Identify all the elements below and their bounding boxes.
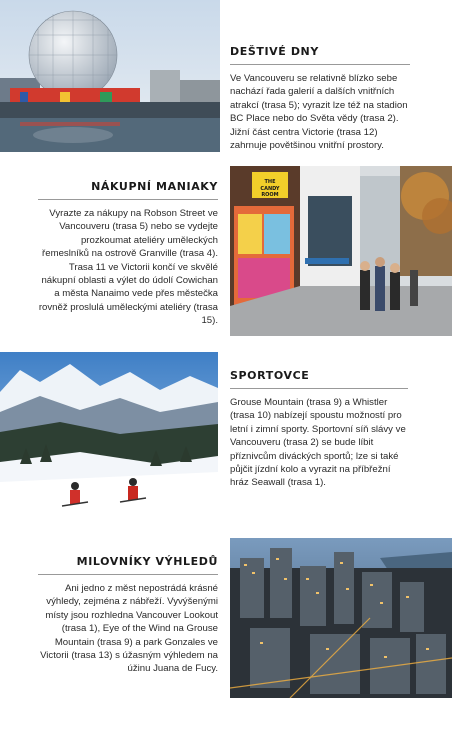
section-body: Ve Vancouveru se relativně blízko sebe nachází řada galerií a dalších vnitřních atrakcí (trasa 5); vyrazit lze též na stadion BC Place nebo do Světa vědy (trasa 2). Jižní část centra Victorie (trasa 12) zahrnuje povětšinou vnitřní prostory. <box>230 73 408 152</box>
science-world-photo <box>0 0 220 152</box>
section-heading: NÁKUPNÍ MANIAKY <box>38 180 218 200</box>
section-body: Vyrazte za nákupy na Robson Street ve Vancouveru (trasa 5) nebo se vydejte prozkoumat ateliéry uměleckých řemeslníků na ostrově Granville (trasa 4). Trasa 11 ve Victorii končí ve skvělé nákupní oblasti a výlet do údolí Cowichan a města Nanaimo vede přes městečka rovněž proslulá uměleckými ateliéry (trasa 15). <box>38 208 218 327</box>
section-rainy-days <box>230 45 410 152</box>
section-heading: SPORTOVCE <box>230 369 408 389</box>
section-views <box>38 555 218 676</box>
section-heading: DEŠTIVÉ DNY <box>230 45 410 65</box>
ski-mountain-photo <box>0 352 218 524</box>
svg-text:ROOM: ROOM <box>261 192 279 198</box>
section-shopping <box>38 180 218 328</box>
svg-text:CANDY: CANDY <box>260 186 280 192</box>
shopping-street-photo <box>230 166 452 336</box>
section-heading: MILOVNÍKY VÝHLEDŮ <box>38 555 218 575</box>
section-body: Grouse Mountain (trasa 9) a Whistler (trasa 10) nabízejí spoustu možností pro letní i zimní sporty. Sportovní síň slávy ve Vancouveru (trasa 2) se bude líbit příznivcům diváckých sportů; lze si také půjčit jízdní kolo a vyrazit na příbřežní hráz Seawall (trasa 1). <box>230 397 406 489</box>
shop-sign-text: THE <box>264 179 276 185</box>
section-body: Ani jedno z měst nepostrádá krásné výhledy, zejména z nábřeží. Vyvýšenými místy jsou rozhledna Vancouver Lookout (trasa 1), Eye of the Wind na Grouse Mountain (trasa 9) a park Gonzales ve Victorii (trasa 13) s úžasným výhledem na úžinu Juana de Fucy. <box>40 583 218 675</box>
section-sports <box>230 369 408 490</box>
city-night-photo <box>230 538 452 698</box>
